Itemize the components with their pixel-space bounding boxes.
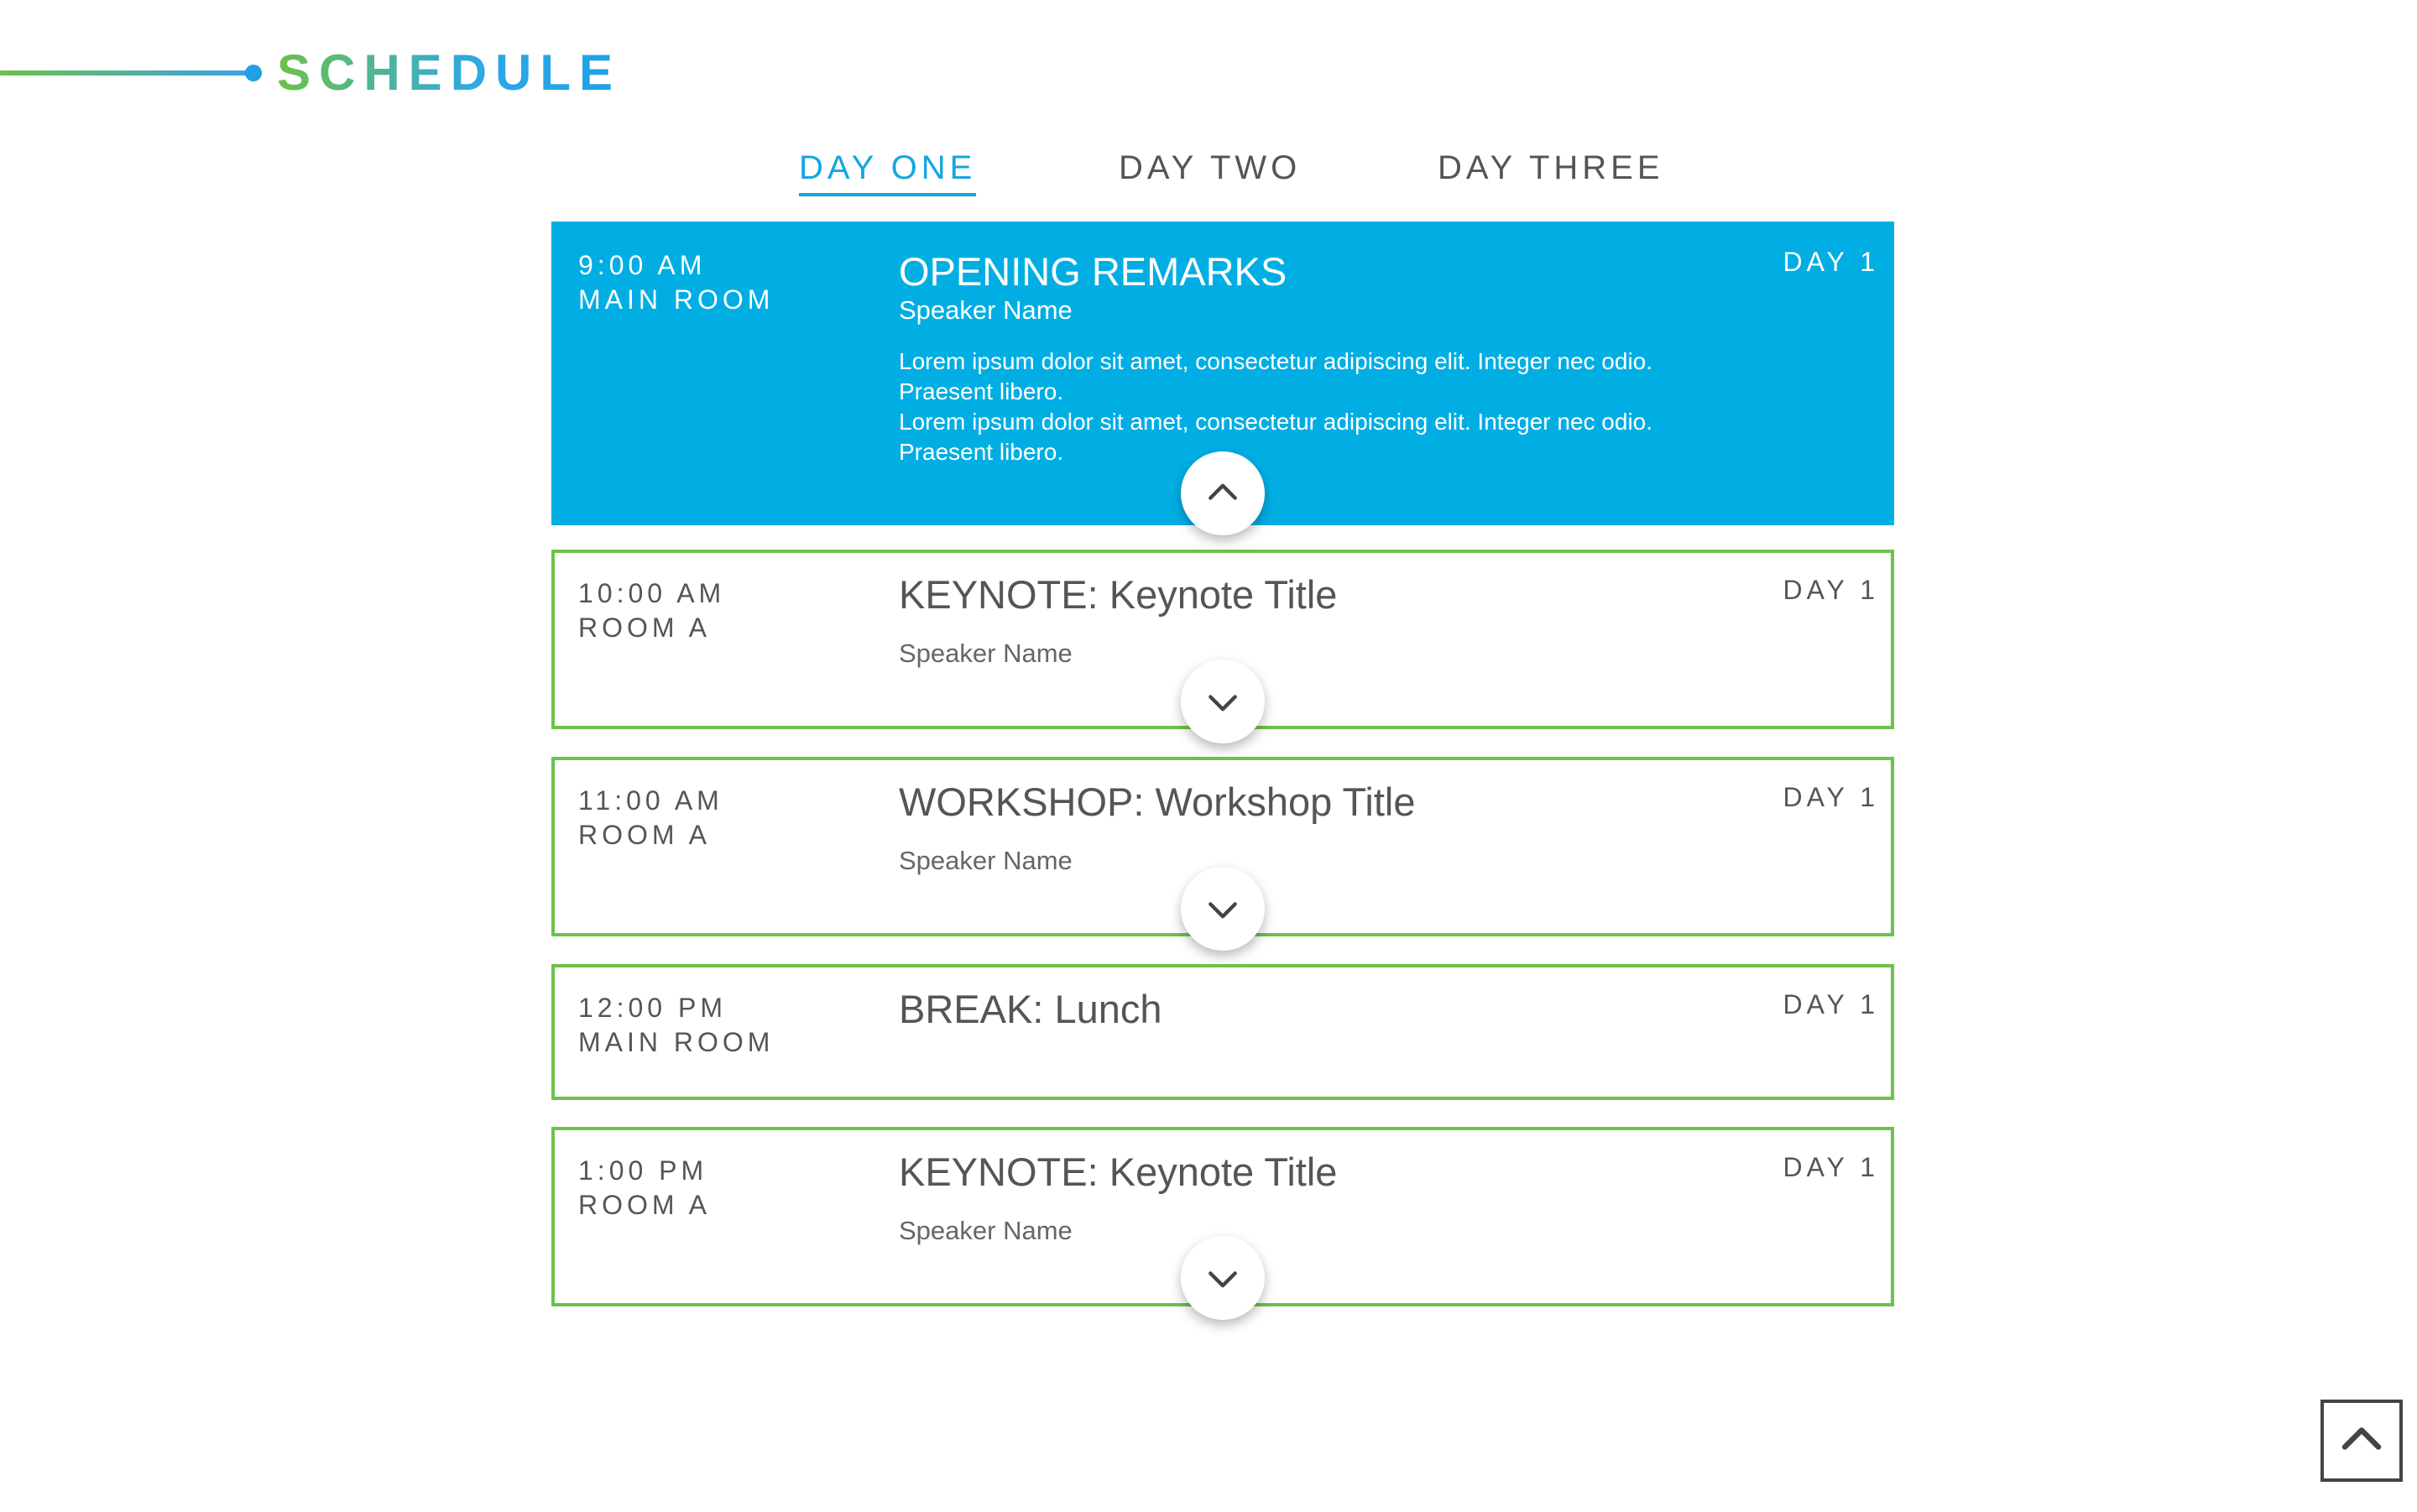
- day-tabs: [0, 143, 2417, 201]
- chevron-down-icon: [1204, 890, 1241, 927]
- expand-button[interactable]: [1181, 660, 1265, 743]
- session-title: KEYNOTE: Keynote Title: [899, 572, 1338, 617]
- header-line: [0, 70, 248, 76]
- session-room: MAIN ROOM: [578, 1027, 775, 1057]
- session-title: BREAK: Lunch: [899, 987, 1162, 1031]
- session-day: DAY 1: [1783, 989, 1879, 1019]
- session-title: OPENING REMARKS: [899, 249, 1287, 294]
- session-time: 10:00 AM: [578, 578, 726, 608]
- header-dot: [245, 65, 262, 81]
- session-card-break[interactable]: [551, 964, 1894, 1100]
- session-time: 9:00 AM: [578, 250, 707, 280]
- chevron-up-icon: [1204, 475, 1241, 512]
- session-speaker: Speaker Name: [899, 846, 1073, 875]
- description-line: Praesent libero.: [899, 378, 1064, 404]
- session-time: 1:00 PM: [578, 1155, 708, 1186]
- description-line: Lorem ipsum dolor sit amet, consectetur adipiscing elit. Integer nec odio.: [899, 409, 1653, 435]
- description-line: Praesent libero.: [899, 439, 1064, 465]
- tab-day-three[interactable]: DAY THREE: [1438, 149, 1664, 186]
- session-title: WORKSHOP: Workshop Title: [899, 779, 1416, 824]
- session-day: DAY 1: [1783, 1152, 1879, 1182]
- collapse-button[interactable]: [1181, 451, 1265, 535]
- session-room: MAIN ROOM: [578, 284, 775, 315]
- page-title: SCHEDULE: [277, 44, 622, 101]
- session-speaker: Speaker Name: [899, 639, 1073, 668]
- session-room: ROOM A: [578, 613, 712, 643]
- expand-button[interactable]: [1181, 1236, 1265, 1320]
- session-speaker: Speaker Name: [899, 1216, 1073, 1245]
- chevron-up-icon: [2336, 1416, 2387, 1466]
- session-day: DAY 1: [1783, 782, 1879, 812]
- session-title: KEYNOTE: Keynote Title: [899, 1150, 1338, 1194]
- description-line: Lorem ipsum dolor sit amet, consectetur adipiscing elit. Integer nec odio.: [899, 348, 1653, 374]
- session-time: 11:00 AM: [578, 785, 723, 816]
- tab-day-one[interactable]: DAY ONE: [799, 143, 976, 196]
- session-time: 12:00 PM: [578, 993, 727, 1023]
- session-day: DAY 1: [1783, 575, 1879, 605]
- session-room: ROOM A: [578, 1190, 712, 1220]
- back-to-top-button[interactable]: [2320, 1400, 2403, 1482]
- chevron-down-icon: [1204, 683, 1241, 720]
- session-speaker: Speaker Name: [899, 295, 1073, 325]
- tab-day-two[interactable]: DAY TWO: [1119, 149, 1302, 186]
- chevron-down-icon: [1204, 1259, 1241, 1296]
- expand-button[interactable]: [1181, 867, 1265, 951]
- session-description: [899, 347, 1788, 467]
- session-room: ROOM A: [578, 820, 712, 850]
- session-day: DAY 1: [1783, 247, 1879, 277]
